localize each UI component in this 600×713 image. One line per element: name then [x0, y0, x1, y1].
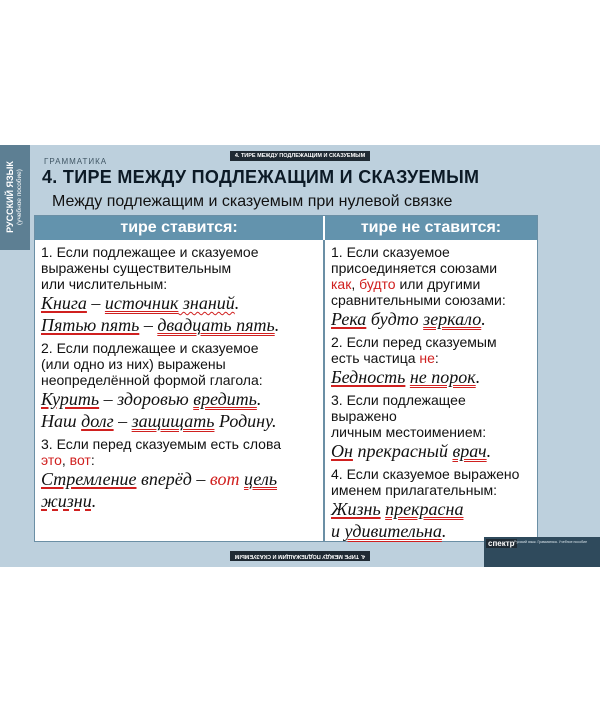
subject: Он: [331, 441, 353, 461]
predicate: удивительна: [344, 521, 442, 541]
predicate: цель: [243, 469, 278, 489]
period: .: [441, 521, 447, 541]
plain: есть частица: [331, 350, 420, 366]
predicate: не порок: [409, 367, 476, 387]
rule-text: 4. Если сказуемое выражено: [331, 466, 520, 482]
plain: и: [331, 521, 345, 541]
example: [41, 410, 321, 432]
example: [331, 440, 531, 462]
predicate: врач: [452, 441, 487, 461]
keyword: будто: [359, 276, 396, 292]
period: .: [274, 315, 280, 335]
subject: долг: [81, 411, 114, 431]
dash: –: [139, 315, 158, 335]
period: .: [91, 491, 97, 511]
period: .: [256, 389, 262, 409]
plain: Наш: [41, 411, 82, 431]
top-strip: 4. ТИРЕ МЕЖДУ ПОДЛЕЖАЩИМ И СКАЗУЕМЫМ: [230, 151, 370, 161]
rule-text: (или одно из них) выражены: [41, 356, 226, 372]
rule-text: сравнительными союзами:: [331, 292, 506, 308]
plain: ,: [351, 276, 360, 292]
plain: Родину: [214, 411, 272, 431]
rule-text: 1. Если сказуемое: [331, 244, 450, 260]
left-column-header: тире ставится:: [35, 216, 323, 240]
predicate: прекрасна: [385, 499, 464, 519]
period: .: [234, 293, 240, 313]
dash: –: [86, 293, 105, 313]
predicate: вредить: [193, 389, 257, 409]
period: .: [475, 367, 481, 387]
section-label: ГРАММАТИКА: [44, 157, 108, 166]
keyword: вот: [69, 452, 91, 468]
right-rule-1: [331, 244, 531, 330]
plain: – здоровью: [99, 389, 194, 409]
side-strip: [0, 145, 30, 250]
right-column: [331, 244, 531, 542]
subject: Стремление: [41, 469, 137, 489]
subtitle: Между подлежащим и сказуемым при нулевой связке: [52, 193, 453, 210]
modifier: жизни: [41, 491, 92, 511]
side-label: [5, 161, 25, 233]
predicate: зеркало: [423, 309, 482, 329]
rule-text: 3. Если перед сказуемым есть слова: [41, 436, 282, 452]
rule-text: 3. Если подлежащее выражено: [331, 392, 466, 424]
right-rule-3: [331, 392, 531, 462]
right-column-header: тире не ставится:: [325, 216, 537, 240]
subject: Река: [331, 309, 367, 329]
side-label-sub: (учебное пособие): [16, 169, 23, 225]
rule-text: или числительным:: [41, 276, 168, 292]
plain: ,: [61, 452, 70, 468]
predicate: защищать: [131, 411, 215, 431]
subject: Бедность: [331, 367, 406, 387]
poster: [0, 145, 600, 567]
subject: Жизнь: [331, 499, 381, 519]
predicate: источник: [104, 293, 179, 313]
plain: или другими: [395, 276, 481, 292]
keyword: не: [419, 350, 435, 366]
period: .: [271, 411, 277, 431]
plain: :: [434, 350, 439, 366]
example: [41, 292, 321, 314]
rule-text: присоединяется союзами: [331, 260, 498, 276]
rule-text: 2. Если подлежащее и сказуемое: [41, 340, 259, 356]
example: [331, 498, 531, 520]
rule-text: [41, 452, 321, 468]
plain: будто: [366, 309, 424, 329]
example: [331, 308, 531, 330]
example: [41, 490, 321, 512]
subject: Курить: [41, 389, 100, 409]
publisher-logo: спектр: [488, 539, 515, 548]
keyword: это: [41, 452, 62, 468]
dash: –: [113, 411, 132, 431]
example: [41, 388, 321, 410]
left-rule-1: [41, 244, 321, 336]
modifier: знаний: [178, 293, 235, 313]
rule-text: неопределённой формой глагола:: [41, 372, 263, 388]
left-rule-2: [41, 340, 321, 432]
keyword: вот: [209, 469, 240, 489]
right-rule-4: [331, 466, 531, 542]
example: [41, 468, 321, 490]
subject: Пятью пять: [41, 315, 140, 335]
rule-text: [331, 276, 531, 292]
rule-text: [331, 350, 531, 366]
plain: прекрасный: [352, 441, 453, 461]
left-rule-3: [41, 436, 321, 512]
plain: :: [90, 452, 95, 468]
period: .: [481, 309, 486, 329]
rules-table: [34, 215, 538, 542]
rule-text: 1. Если подлежащее и сказуемое: [41, 244, 259, 260]
rule-text: именем прилагательным:: [331, 482, 498, 498]
plain: вперёд –: [136, 469, 210, 489]
page-title: 4. ТИРЕ МЕЖДУ ПОДЛЕЖАЩИМ И СКАЗУЕМЫМ: [42, 167, 480, 187]
publisher-fineprint: Русский язык. Грамматика. Учебное пособие: [514, 540, 588, 544]
period: .: [486, 441, 492, 461]
rule-text: 2. Если перед сказуемым: [331, 334, 497, 350]
rule-text: личным местоимением:: [331, 424, 487, 440]
left-column: [41, 244, 321, 512]
side-label-main: РУССКИЙ ЯЗЫК: [5, 161, 15, 233]
example: [41, 314, 321, 336]
subject: Книга: [41, 293, 87, 313]
keyword: как: [331, 276, 352, 292]
column-divider: [323, 240, 325, 541]
rule-text: выражены существительным: [41, 260, 232, 276]
right-rule-2: [331, 334, 531, 388]
example: [331, 366, 531, 388]
predicate: двадцать пять: [157, 315, 275, 335]
bottom-strip: 4. ТИРЕ МЕЖДУ ПОДЛЕЖАЩИМ И СКАЗУЕМЫМ: [230, 551, 370, 561]
